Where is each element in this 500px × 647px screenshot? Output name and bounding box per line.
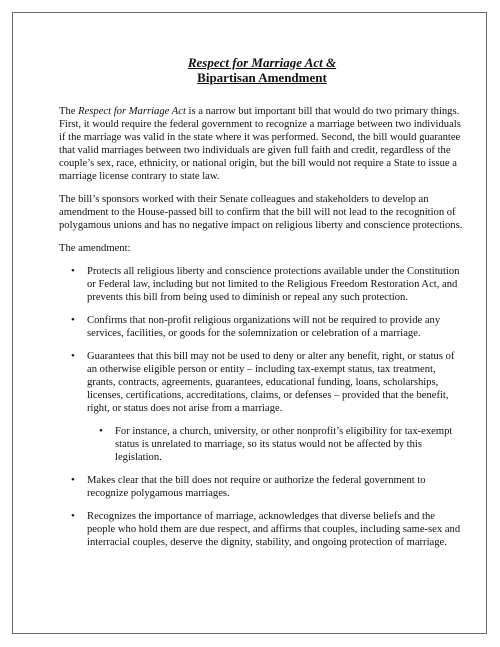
title-line-2: Bipartisan Amendment xyxy=(197,70,327,85)
act-name: Respect for Marriage Act xyxy=(78,106,186,117)
amendment-list xyxy=(59,265,465,549)
bullet-icon: • xyxy=(71,510,75,522)
document-content xyxy=(59,55,465,559)
bullet-icon: • xyxy=(71,350,75,362)
list-item xyxy=(59,350,465,464)
list-item-text: Confirms that non-profit religious organizations will not be required to provide any services, facilities, or goods for the solemnization or celebration of a marriage. xyxy=(87,315,441,339)
list-item-text: Makes clear that the bill does not require or authorize the federal government to recognize polygamous marriages. xyxy=(87,475,426,499)
amendment-label: The amendment: xyxy=(59,243,131,254)
intro-paragraph xyxy=(59,105,465,183)
bullet-icon: • xyxy=(71,265,75,277)
page-frame xyxy=(12,12,487,634)
intro-prefix: The xyxy=(59,106,79,117)
list-item xyxy=(59,314,465,340)
sub-list xyxy=(87,425,465,464)
bullet-icon: • xyxy=(71,474,75,486)
sub-list-item xyxy=(87,425,465,464)
list-item-text: Recognizes the importance of marriage, acknowledges that diverse beliefs and the people who hold them are due respect, and affirms that couples, including same-sex and interracial couples, deserve the dignity, stability, and ongoing protection of marriage. xyxy=(87,511,461,548)
list-item xyxy=(59,265,465,304)
title-line-1: Respect for Marriage Act & xyxy=(187,55,337,70)
intro-body: is a narrow but important bill that would do two primary things. First, it would require the federal government to recognize a marriage between two individuals if the marriage was valid in the state where it was performed. Second, the bill would guarantee that valid marriages between two individuals are given full faith and credit, regardless of the couple’s sex, race, ethnicity, or national origin, but the bill would not require a State to issue a marriage license contrary to state law. xyxy=(59,106,461,182)
list-item-text: Guarantees that this bill may not be used to deny or alter any benefit, right, or status of an otherwise eligible person or entity – including tax-exempt status, tax treatment, grants, contracts, agreements, guarantees, educational funding, loans, scholarships, licenses, certifications, accreditations, claims, or defenses – provided that the benefit, right, or status does not arise from a marriage. xyxy=(87,351,455,414)
document-title xyxy=(59,55,465,85)
list-item-text: Protects all religious liberty and conscience protections available under the Constitution or Federal law, including but not limited to the Religious Freedom Restoration Act, and prevents this bill from being used to diminish or repeal any such protection. xyxy=(87,266,460,303)
sub-list-item-text: For instance, a church, university, or other nonprofit’s eligibility for tax-exempt status is unrelated to marriage, so its status would not be affected by this legislation. xyxy=(115,426,453,463)
sponsors-paragraph: The bill’s sponsors worked with their Senate colleagues and stakeholders to develop an amendment to the House-passed bill to confirm that the bill will not lead to the recognition of polygamous unions and has no negative impact on religious liberty and conscience protections. xyxy=(59,194,463,231)
list-item xyxy=(59,510,465,549)
bullet-icon: • xyxy=(99,425,103,437)
bullet-icon: • xyxy=(71,314,75,326)
list-item xyxy=(59,474,465,500)
